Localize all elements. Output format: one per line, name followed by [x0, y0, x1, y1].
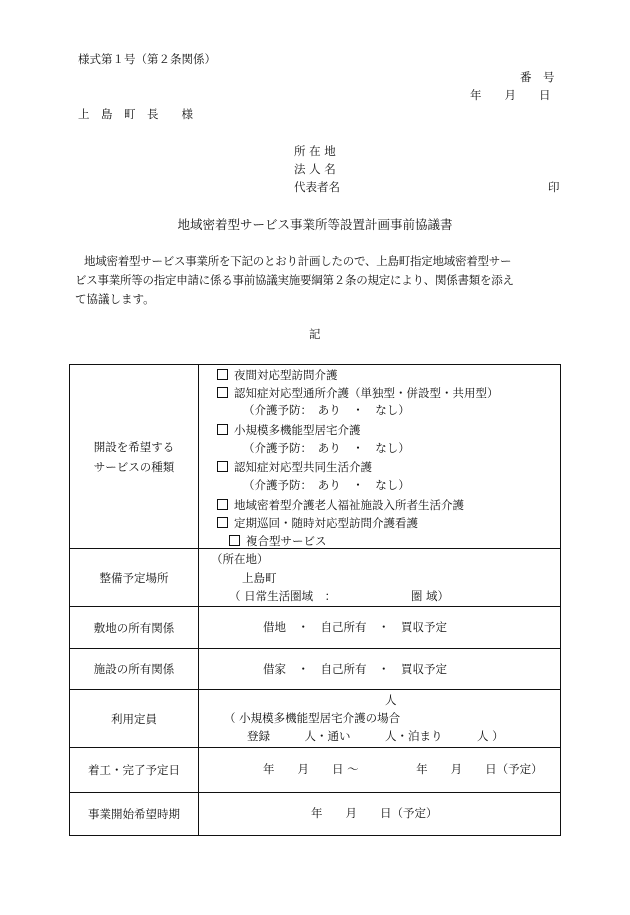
- services-label: [70, 365, 199, 549]
- land-value[interactable]: [199, 607, 561, 649]
- land-label: 敷地の所有関係: [70, 607, 199, 649]
- corp-name-label: 法 人 名: [294, 162, 336, 176]
- facility-options: 借家 ・ 自己所有 ・ 買収予定: [263, 662, 447, 676]
- document-title: 地域密着型サービス事業所等設置計画事前協議書: [177, 217, 453, 232]
- application-table: [69, 364, 561, 836]
- checkbox-icon[interactable]: [217, 424, 228, 435]
- location-row: [70, 549, 561, 607]
- address-label: 所 在 地: [294, 144, 336, 158]
- land-row: [70, 607, 561, 649]
- construction-label: 着工・完了予定日: [70, 748, 199, 793]
- service-option[interactable]: 認知症対応型通所介護（単独型・併設型・共用型）: [217, 387, 499, 400]
- capacity-row: [70, 690, 561, 748]
- construction-row: [70, 748, 561, 793]
- service-option[interactable]: 夜間対応型訪問介護: [217, 369, 338, 382]
- service-option[interactable]: 認知症対応型共同生活介護: [217, 461, 372, 474]
- checkbox-icon[interactable]: [229, 535, 240, 546]
- care-prevention-option[interactable]: （介護予防： あり ・ なし）: [243, 403, 410, 417]
- number-label: 番 号: [520, 70, 555, 84]
- capacity-label: 利用定員: [70, 690, 199, 748]
- facility-row: [70, 649, 561, 690]
- date-label: 年 月 日: [470, 88, 551, 102]
- intro-line-2: ビス事業所等の指定申請に係る事前協議実施要綱第２条の規定により、関係書類を添え: [75, 273, 514, 287]
- addressee: 上 島 町 長 様: [78, 107, 193, 121]
- start-date: 年 月 日（予定）: [311, 806, 438, 820]
- services-label-line-2: サービスの種類: [93, 459, 175, 474]
- capacity-persons: 人: [385, 693, 397, 707]
- land-options: 借地 ・ 自己所有 ・ 買収予定: [263, 620, 447, 634]
- checkbox-icon[interactable]: [217, 499, 228, 510]
- intro-line-1: 地域密着型サービス事業所を下記のとおり計画したので、上島町指定地域密着型サー: [84, 254, 512, 268]
- representative-label: 代表者名: [294, 180, 340, 194]
- checkbox-icon[interactable]: [217, 461, 228, 472]
- intro-line-3: て協議します。: [75, 292, 155, 306]
- facility-value[interactable]: [199, 649, 561, 690]
- services-label-line-1: 開設を希望する: [93, 439, 175, 454]
- seal-mark: 印: [548, 180, 560, 194]
- ki-heading: 記: [309, 327, 321, 341]
- service-option[interactable]: 複合型サービス: [229, 535, 327, 548]
- service-option[interactable]: 小規模多機能型居宅介護: [217, 424, 361, 437]
- start-value[interactable]: [199, 793, 561, 836]
- services-options: [199, 365, 561, 549]
- location-address-caption: （所在地）: [211, 552, 269, 566]
- checkbox-icon[interactable]: [217, 517, 228, 528]
- capacity-small-scale-note: （ 小規模多機能型居宅介護の場合: [224, 711, 401, 725]
- start-row: [70, 793, 561, 836]
- service-option[interactable]: 定期巡回・随時対応型訪問介護看護: [217, 517, 418, 530]
- form-number: 様式第１号（第２条関係）: [78, 52, 216, 66]
- construction-dates: 年 月 日 〜 年 月 日（予定）: [263, 762, 543, 776]
- care-prevention-option[interactable]: （介護予防： あり ・ なし）: [243, 441, 410, 455]
- checkbox-icon[interactable]: [217, 387, 228, 398]
- location-label: 整備予定場所: [70, 549, 199, 607]
- location-value[interactable]: [199, 549, 561, 607]
- care-prevention-option[interactable]: （介護予防： あり ・ なし）: [243, 478, 410, 492]
- construction-value[interactable]: [199, 748, 561, 793]
- start-label: 事業開始希望時期: [70, 793, 199, 836]
- facility-label: 施設の所有関係: [70, 649, 199, 690]
- capacity-value[interactable]: [199, 690, 561, 748]
- capacity-breakdown: 登録 人・通い 人・泊まり 人 ）: [247, 729, 504, 743]
- service-option[interactable]: 地域密着型介護老人福祉施設入所者生活介護: [217, 499, 464, 512]
- location-town: 上島町: [242, 571, 277, 585]
- services-row: [70, 365, 561, 549]
- location-living-area: （ 日常生活圏域 ： 圏 域）: [229, 589, 450, 603]
- checkbox-icon[interactable]: [217, 369, 228, 380]
